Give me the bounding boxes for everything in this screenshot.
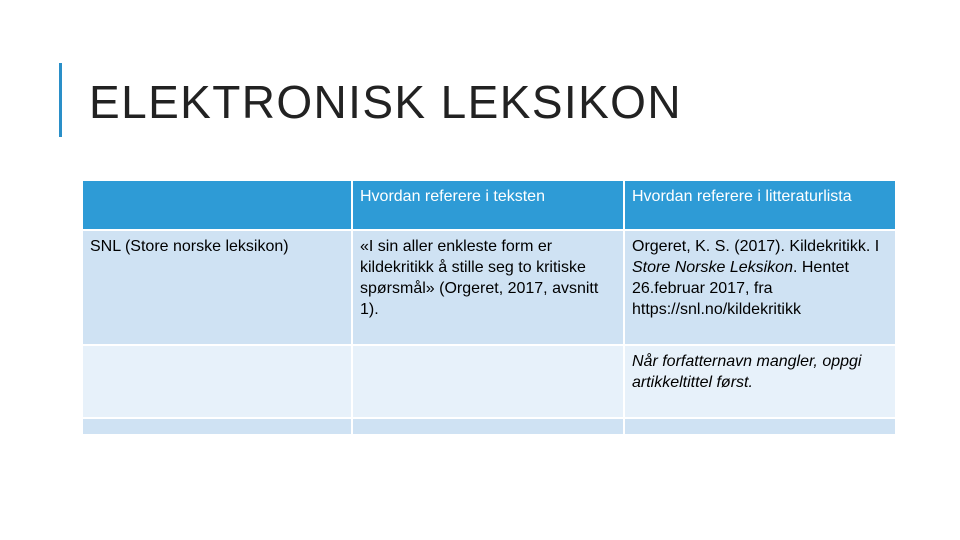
header-cell-reference-list: Hvordan referere i litteraturlista xyxy=(624,180,896,230)
title-accent-bar xyxy=(59,63,62,137)
cell-in-text-example: «I sin aller enkleste form er kildekritikk å stille seg to kritiske spørsmål» (Orgeret, 2017, avsnitt 1). xyxy=(352,230,624,345)
table-row xyxy=(82,418,896,435)
cell-empty xyxy=(624,418,896,435)
reference-text-part1: Orgeret, K. S. (2017). Kildekritikk. I xyxy=(632,238,880,255)
cell-empty xyxy=(82,345,352,418)
cell-note: Når forfatternavn mangler, oppgi artikkeltittel først. xyxy=(624,345,896,418)
cell-empty xyxy=(352,418,624,435)
cell-reference-example xyxy=(624,230,896,345)
slide-title: ELEKTRONISK LEKSIKON xyxy=(89,76,682,128)
table-header-row xyxy=(82,180,896,230)
table-row xyxy=(82,345,896,418)
cell-source: SNL (Store norske leksikon) xyxy=(82,230,352,345)
table-row xyxy=(82,230,896,345)
header-cell-in-text: Hvordan referere i teksten xyxy=(352,180,624,230)
cell-empty xyxy=(352,345,624,418)
reference-text-part2: . Hentet 26.februar 2017, fra https://snl.no/kildekritikk xyxy=(632,259,849,318)
reference-work-title: Store Norske Leksikon xyxy=(632,259,793,276)
cell-empty xyxy=(82,418,352,435)
header-cell-source xyxy=(82,180,352,230)
reference-table xyxy=(81,179,897,436)
